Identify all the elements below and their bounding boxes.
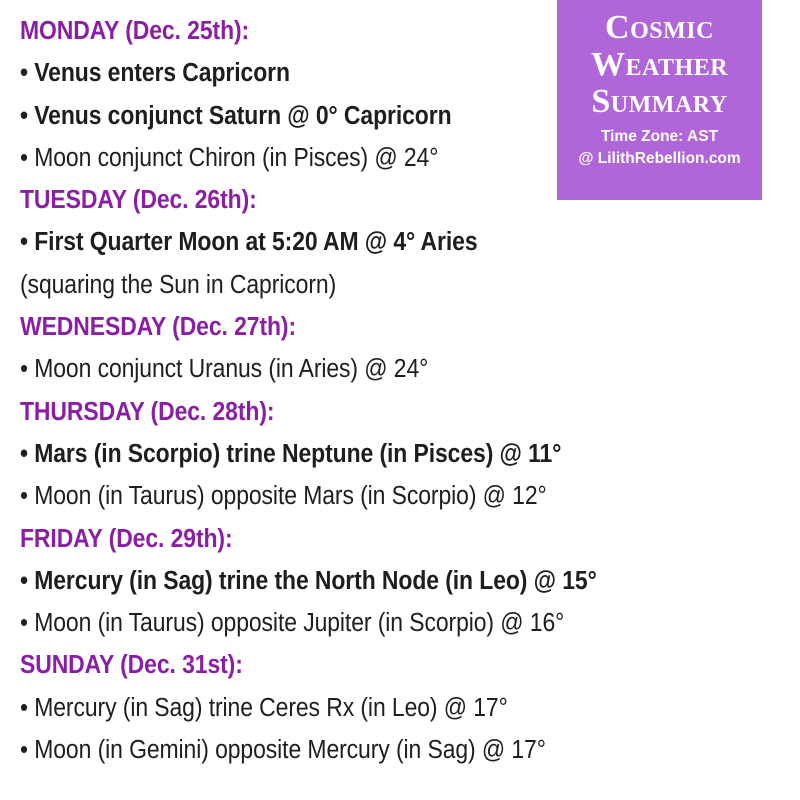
- event-line: • Moon conjunct Uranus (in Aries) @ 24°: [20, 355, 429, 384]
- badge-timezone: Time Zone: AST: [600, 128, 719, 145]
- event-line: • Mercury (in Sag) trine Ceres Rx (in Leo) @ 17°: [20, 693, 508, 722]
- day-heading-wednesday: WEDNESDAY (Dec. 27th):: [20, 313, 297, 342]
- event-line: • Venus enters Capricorn: [20, 59, 290, 88]
- badge-title-line-1: Cosmic: [605, 9, 714, 46]
- day-heading-monday: MONDAY (Dec. 25th):: [20, 17, 250, 45]
- day-heading-tuesday: TUESDAY (Dec. 26th):: [20, 186, 257, 215]
- event-note: (squaring the Sun in Capricorn): [20, 270, 337, 299]
- badge-site: @ LilithRebellion.com: [578, 150, 741, 167]
- badge-title-line-2: Weather: [590, 46, 729, 83]
- event-line: • Moon conjunct Chiron (in Pisces) @ 24°: [20, 143, 439, 172]
- day-heading-friday: FRIDAY (Dec. 29th):: [20, 524, 233, 553]
- event-line: • Moon (in Gemini) opposite Mercury (in Sag) @ 17°: [20, 736, 546, 765]
- event-line: • First Quarter Moon at 5:20 AM @ 4° Aries: [20, 228, 478, 257]
- event-line: • Venus conjunct Saturn @ 0° Capricorn: [20, 101, 452, 130]
- day-heading-sunday: SUNDAY (Dec. 31st):: [20, 651, 243, 680]
- event-line: • Moon (in Taurus) opposite Mars (in Scorpio) @ 12°: [20, 482, 547, 511]
- event-line: • Moon (in Taurus) opposite Jupiter (in Scorpio) @ 16°: [20, 609, 565, 638]
- day-heading-thursday: THURSDAY (Dec. 28th):: [20, 397, 275, 426]
- badge-title-line-3: Summary: [591, 83, 728, 120]
- event-line: • Mercury (in Sag) trine the North Node (in Leo) @ 15°: [20, 566, 597, 595]
- cosmic-weather-badge: [557, 0, 762, 200]
- event-line: • Mars (in Scorpio) trine Neptune (in Pisces) @ 11°: [20, 439, 562, 468]
